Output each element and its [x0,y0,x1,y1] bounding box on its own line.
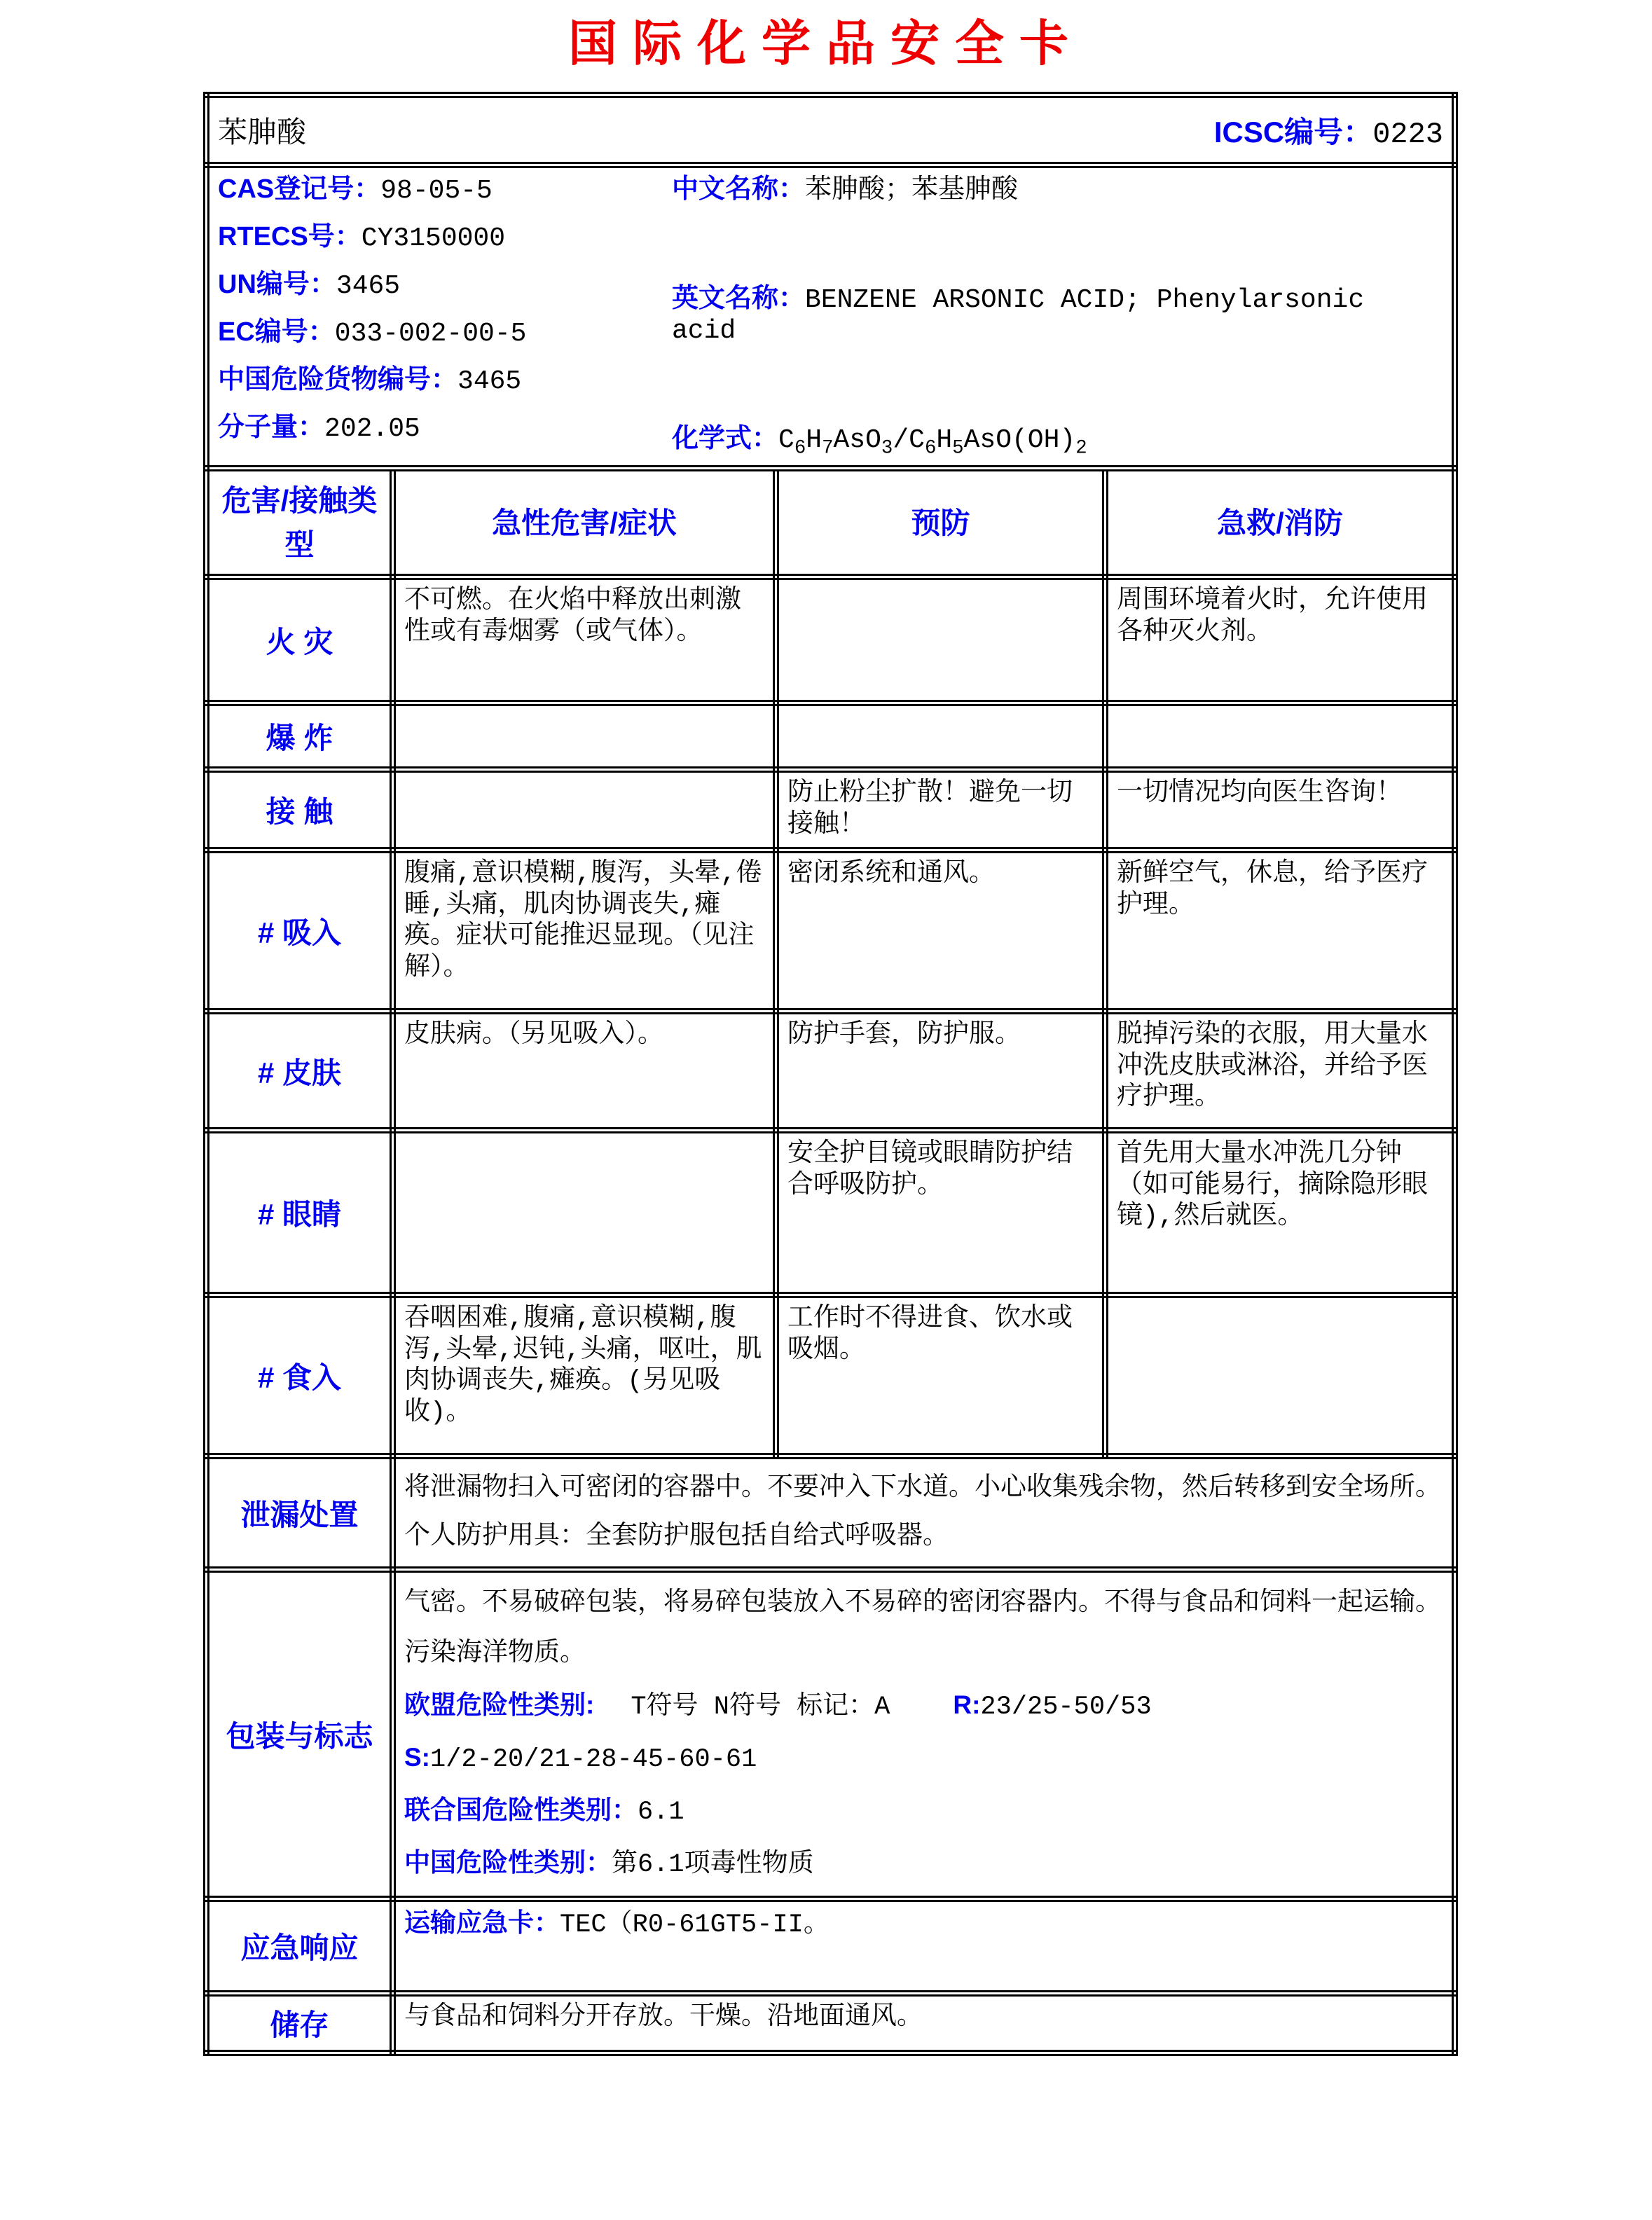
page-title: 国际化学品安全卡 [568,16,1084,71]
un-hazard-class-label: 联合国危险性类别： [404,1795,638,1824]
packaging-text: 气密。不易破碎包装，将易碎包装放入不易碎的密闭容器内。不得与食品和饲料一起运输。污染海洋物质。 [404,1589,1441,1669]
chemical-formula: $C_6H_7AsO_3/C_6H_5AsO(OH)_2$ [778,425,1087,460]
icsc-number: 0223 [1372,117,1444,151]
contact-prevention: 防止粉尘扩散！避免一切接触！ [776,770,1106,850]
cn-hazard-class-label: 中国危险性类别： [404,1848,612,1877]
inhalation-first-aid: 新鲜空气，休息，给予医疗护理。 [1106,850,1455,1012]
row-label-spill: 泄漏处置 [207,1456,393,1570]
icsc-label: ICSC编号： [1213,115,1373,149]
s-phrases-value: 1/2-20/21-28-45-60-61 [430,1744,757,1774]
hazard-row-fire [207,577,1455,703]
emergency-cell [393,1899,1455,1994]
row-label-packaging: 包装与标志 [207,1570,393,1899]
hazard-header-row [207,469,1455,577]
transport-card-value: TEC（R0-61GT5-II。 [560,1910,830,1940]
storage-row [207,1994,1455,2053]
cn-hazard-class-line [404,1838,1443,1890]
col-header-prevention: 预防 [776,469,1106,577]
spill-row [207,1456,1455,1570]
cn-hazard-class-value: 第6.1项毒性物质 [612,1850,814,1880]
contact-first-aid: 一切情况均向医生咨询！ [1106,770,1455,850]
col-header-hazard-type: 危害/接触类型 [207,469,393,577]
col-header-symptoms: 急性危害/症状 [393,469,776,577]
fire-prevention [776,577,1106,703]
un-hazard-class-line [404,1785,1443,1838]
icsc-number-group [1214,109,1443,151]
row-label-explosion: 爆 炸 [207,703,393,770]
row-label-eyes: # 眼睛 [207,1131,393,1295]
spill-text: 将泄漏物扫入可密闭的容器中。不要冲入下水道。小心收集残余物，然后转移到安全场所。个人防护用具：全套防护服包括自给式呼吸器。 [393,1456,1455,1570]
row-label-skin: # 皮肤 [207,1012,393,1131]
r-phrases-value: 23/25-50/53 [980,1692,1152,1722]
hazard-row-explosion [207,703,1455,770]
substance-name: 苯胂酸 [218,117,307,151]
icsc-card [203,92,1458,2056]
eyes-symptoms [393,1131,776,1295]
icsc-page [0,4,1652,2056]
cas-number-line: CAS登记号：98-05-5 [218,174,493,206]
fire-symptoms: 不可燃。在火焰中释放出刺激性或有毒烟雾（或气体）。 [393,577,776,703]
hazard-row-contact [207,770,1455,850]
fire-first-aid: 周围环境着火时，允许使用各种灭火剂。 [1106,577,1455,703]
hazard-row-eyes [207,1131,1455,1295]
un-number-line: UN编号：3465 [218,270,401,302]
chemical-formula-line: 化学式：$C_6H_7AsO_3/C_6H_5AsO(OH)_2$ [672,424,1087,460]
contact-symptoms [393,770,776,850]
card-header-row [207,95,1455,165]
row-label-inhalation: # 吸入 [207,850,393,1012]
hazard-row-ingestion [207,1295,1455,1456]
row-label-storage: 储存 [207,1994,393,2053]
skin-first-aid: 脱掉污染的衣服，用大量水冲洗皮肤或淋浴，并给予医疗护理。 [1106,1012,1455,1131]
identification-left-column [218,174,672,460]
identification-right-column [672,174,1443,460]
ingestion-symptoms: 吞咽困难,腹痛,意识模糊,腹泻,头晕,迟钝,头痛，呕吐，肌肉协调丧失,瘫痪。(另见吸收)。 [393,1295,776,1456]
eu-hazard-class-line [404,1680,1443,1732]
eu-hazard-class-label: 欧盟危险性类别: [404,1690,595,1719]
row-label-emergency: 应急响应 [207,1899,393,1994]
explosion-symptoms [393,703,776,770]
row-label-contact: 接 触 [207,770,393,850]
skin-prevention: 防护手套，防护服。 [776,1012,1106,1131]
packaging-row [207,1570,1455,1899]
s-phrases-label: S: [404,1742,430,1772]
r-phrases-label: R: [953,1690,981,1719]
transport-card-label: 运输应急卡： [404,1908,560,1938]
english-name-line: 英文名称：BENZENE ARSONIC ACID; Phenylarsonic acid [672,284,1365,347]
china-dg-number-line: 中国危险货物编号：3465 [218,365,522,397]
hazard-row-inhalation [207,850,1455,1012]
storage-text: 与食品和饲料分开存放。干燥。沿地面通风。 [393,1994,1455,2053]
row-label-ingestion: # 食入 [207,1295,393,1456]
rtecs-number-line: RTECS号：CY3150000 [218,222,506,254]
hazard-row-skin [207,1012,1455,1131]
explosion-first-aid [1106,703,1455,770]
packaging-cell [393,1570,1455,1899]
row-label-fire: 火 灾 [207,577,393,703]
inhalation-prevention: 密闭系统和通风。 [776,850,1106,1012]
molecular-weight-line: 分子量：202.05 [218,413,420,445]
eyes-first-aid: 首先用大量水冲洗几分钟（如可能易行，摘除隐形眼镜),然后就医。 [1106,1131,1455,1295]
skin-symptoms: 皮肤病。（另见吸入）。 [393,1012,776,1131]
chinese-name-line: 中文名称：苯胂酸；苯基胂酸 [672,174,1019,206]
s-phrases-line [404,1732,1443,1785]
ec-number-line: EC编号：033-002-00-5 [218,317,527,350]
ingestion-prevention: 工作时不得进食、饮水或吸烟。 [776,1295,1106,1456]
un-hazard-class-value: 6.1 [638,1797,684,1827]
eyes-prevention: 安全护目镜或眼睛防护结合呼吸防护。 [776,1131,1106,1295]
explosion-prevention [776,703,1106,770]
ingestion-first-aid [1106,1295,1455,1456]
col-header-first-aid: 急救/消防 [1106,469,1455,577]
inhalation-symptoms: 腹痛,意识模糊,腹泻，头晕,倦睡,头痛，肌肉协调丧失,瘫痪。症状可能推迟显现。（见注解）。 [393,850,776,1012]
emergency-row [207,1899,1455,1994]
identification-row [207,165,1455,469]
eu-hazard-class-value: T符号 N符号 标记：A [631,1692,890,1722]
